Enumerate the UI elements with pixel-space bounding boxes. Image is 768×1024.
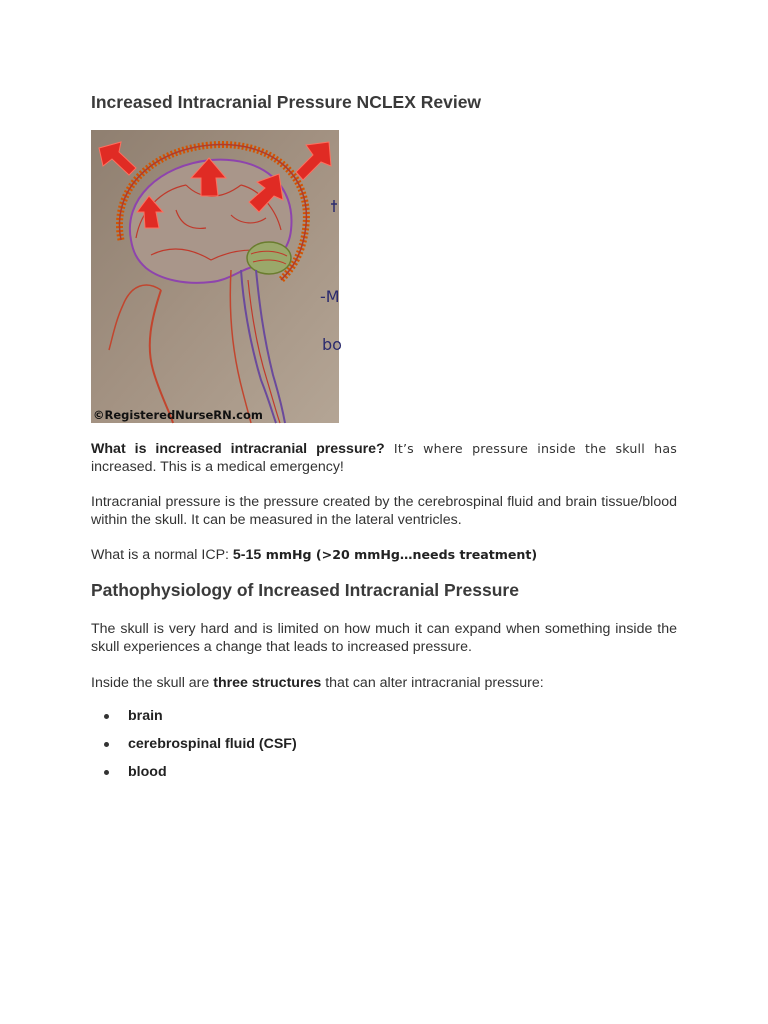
normal-icp-treatment-note: (>20 mmHg…needs treatment) xyxy=(315,547,538,562)
bullet-icon xyxy=(104,714,109,719)
document-title: Increased Intracranial Pressure NCLEX Review xyxy=(91,92,482,112)
bullet-icon xyxy=(104,770,109,775)
definition-answer: It’s where pressure inside the skull has xyxy=(384,441,678,456)
list-item xyxy=(91,734,297,762)
normal-icp-range: 5-15 xyxy=(232,547,262,563)
normal-icp-prefix: What is a normal ICP: xyxy=(91,547,233,563)
handwritten-edge-mark-2: bo xyxy=(322,335,342,354)
brain-illustration xyxy=(91,130,342,423)
paragraph-definition xyxy=(91,440,677,476)
paragraph-explanation: Intracranial pressure is the pressure created by the cerebrospinal fluid and brain tissue/blood within the skull. It can be measured in the lateral ventricles. xyxy=(91,494,677,528)
definition-question: What is increased intracranial pressure? xyxy=(91,441,385,457)
figure-watermark: ©RegisteredNurseRN.com xyxy=(93,408,263,422)
list-item xyxy=(91,762,297,790)
structures-list xyxy=(91,706,297,790)
list-item-label: cerebrospinal fluid (CSF) xyxy=(128,736,297,752)
paragraph-normal-icp xyxy=(91,546,677,564)
list-item xyxy=(91,706,297,734)
normal-icp-unit: mmHg xyxy=(261,547,316,562)
paragraph-structures-intro xyxy=(91,674,677,692)
bullet-icon xyxy=(104,742,109,747)
definition-continuation: increased. This is a medical emergency! xyxy=(91,459,344,475)
cerebellum xyxy=(247,242,291,274)
structures-intro-emphasis: three structures xyxy=(213,675,322,691)
list-item-label: brain xyxy=(128,708,163,724)
section-heading: Pathophysiology of Increased Intracranial Pressure xyxy=(91,580,519,600)
list-item-label: blood xyxy=(128,764,167,780)
paragraph-skull: The skull is very hard and is limited on how much it can expand when something inside the skull experiences a change that leads to increased pressure. xyxy=(91,621,677,655)
structures-intro-prefix: Inside the skull are xyxy=(91,675,214,691)
handwritten-edge-mark-1: -M xyxy=(320,287,340,306)
structures-intro-suffix: that can alter intracranial pressure: xyxy=(321,675,544,691)
